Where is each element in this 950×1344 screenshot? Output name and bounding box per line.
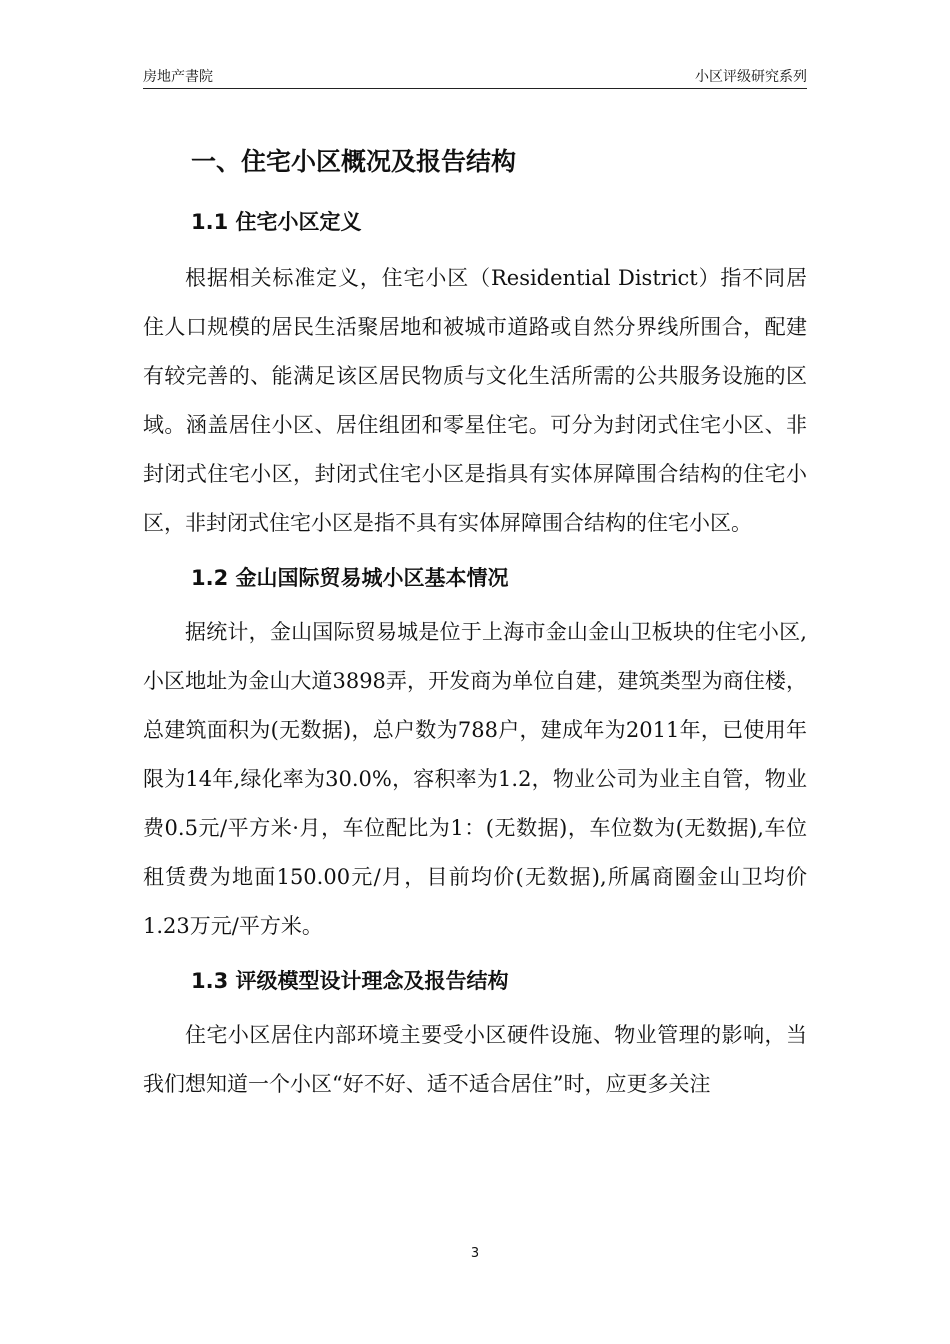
- paragraph-1-2: 据统计，金山国际贸易城是位于上海市金山金山卫板块的住宅小区,小区地址为金山大道3898弄，开发商为单位自建，建筑类型为商住楼，总建筑面积为(无数据)，总户数为788户，建成年为2011年，已使用年限为14年,绿化率为30.0%，容积率为1.2，物业公司为业主自管，物业费0.5元/平方米·月，车位配比为1：(无数据)，车位数为(无数据),车位租赁费为地面150.00元/月，目前均价(无数据),所属商圈金山卫均价1.23万元/平方米。: [143, 620, 807, 938]
- paragraph-1-1: 根据相关标准定义，住宅小区（Residential District）指不同居住人口规模的居民生活聚居地和被城市道路或自然分界线所围合，配建有较完善的、能满足该区居民物质与文化生活所需的公共服务设施的区域。涵盖居住小区、居住组团和零星住宅。可分为封闭式住宅小区、非封闭式住宅小区，封闭式住宅小区是指具有实体屏障围合结构的住宅小区，非封闭式住宅小区是指不具有实体屏障围合结构的住宅小区。: [143, 266, 807, 535]
- subsection-heading-1-2: 1.2 金山国际贸易城小区基本情况: [191, 566, 509, 590]
- document-body: [143, 140, 807, 1109]
- header-left-text: 房地产書院: [143, 69, 213, 85]
- subsection-heading-1-3: 1.3 评级模型设计理念及报告结构: [191, 969, 509, 993]
- subsection-heading-1-1: 1.1 住宅小区定义: [191, 210, 362, 234]
- header-right-text: 小区评级研究系列: [695, 69, 807, 85]
- page-header: [143, 66, 807, 89]
- section-title: 一、住宅小区概况及报告结构: [191, 147, 517, 176]
- page-number: 3: [470, 1246, 480, 1261]
- paragraph-1-3: 住宅小区居住内部环境主要受小区硬件设施、物业管理的影响，当我们想知道一个小区“好不好、适不适合居住”时，应更多关注: [143, 1023, 807, 1096]
